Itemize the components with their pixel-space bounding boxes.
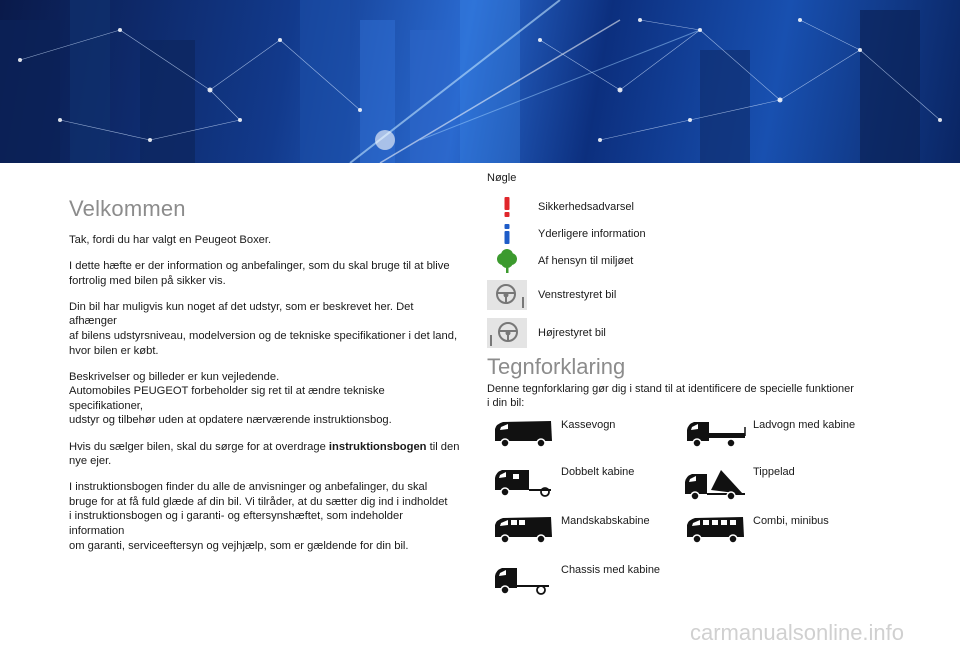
welcome-paragraph — [69, 233, 461, 248]
flatbed-truck-icon — [683, 419, 753, 449]
crew-cab-van-icon — [491, 515, 561, 545]
key-label: Af hensyn til miljøet — [538, 255, 634, 267]
key-label: Yderligere information — [538, 228, 646, 240]
minibus-icon — [683, 515, 753, 545]
welcome-paragraph — [69, 300, 461, 358]
vehicle-label: Chassis med kabine — [561, 564, 661, 576]
watermark-text: carmanualsonline.info — [690, 620, 905, 645]
legend-title: Tegnforklaring — [487, 354, 626, 379]
vehicle-label: Mandskabskabine — [561, 515, 650, 527]
steering-wheel-left-icon — [487, 280, 527, 310]
text-segment: Hvis du sælger bilen, skal du sørge for at overdrage — [69, 440, 329, 453]
vehicle-label: Ladvogn med kabine — [753, 419, 856, 431]
vehicle-label: Kassevogn — [561, 419, 616, 431]
text-line: nye ejer. — [69, 455, 112, 468]
text-line: i din bil: — [487, 396, 525, 409]
key-item — [487, 248, 634, 274]
vehicle-label: Dobbelt kabine — [561, 466, 635, 478]
tree-icon — [487, 246, 527, 276]
key-item — [487, 320, 606, 346]
text-segment: til den — [426, 440, 460, 453]
steering-wheel-right-icon — [487, 318, 527, 348]
text-line: af bilens udstyrsniveau, modelversion og de tekniske specifikationer i det land, — [69, 329, 458, 342]
info-icon — [487, 219, 527, 249]
panel-van-icon — [491, 419, 561, 449]
key-label: Højrestyret bil — [538, 327, 606, 339]
welcome-paragraph — [69, 480, 461, 553]
welcome-paragraph — [69, 370, 461, 428]
tipper-truck-icon — [683, 466, 753, 496]
text-line: I dette hæfte er der information og anbefalinger, som du skal bruge til at blive — [69, 260, 450, 273]
text-line: hvor bilen er købt. — [69, 344, 159, 357]
text-line: om garanti, serviceeftersyn og vejhjælp, som er gældende for din bil. — [69, 539, 409, 552]
welcome-title: Velkommen — [69, 196, 186, 221]
key-item — [487, 194, 634, 220]
bold-term: instruktionsbogen — [328, 440, 427, 453]
text-line: Automobiles PEUGEOT forbeholder sig ret til at ændre tekniske specifikationer, — [69, 385, 385, 412]
key-legend-section — [487, 172, 867, 576]
welcome-section — [69, 196, 461, 565]
double-cab-icon — [491, 466, 561, 496]
text-line — [69, 440, 461, 455]
welcome-paragraph — [69, 259, 461, 288]
vehicle-label: Tippelad — [753, 466, 795, 478]
key-label: Venstrestyret bil — [538, 289, 617, 301]
legend-description — [487, 383, 862, 410]
key-title: Nøgle — [487, 172, 517, 184]
exclamation-icon — [487, 192, 527, 222]
text-line: i instruktionsbogen og i garanti- og eftersynshæftet, som indeholder information — [69, 510, 403, 537]
text-line: Denne tegnforklaring gør dig i stand til at identificere de specielle funktioner — [487, 383, 854, 395]
text-line: Din bil har muligvis kun noget af det udstyr, som er beskrevet her. Det afhænger — [69, 300, 414, 328]
text-line: Tak, fordi du har valgt en Peugeot Boxer. — [69, 234, 272, 246]
key-item — [487, 282, 617, 308]
network-city-illustration — [0, 0, 960, 163]
text-line: udstyr og tilbehør uden at opdatere nærværende instruktionsbog. — [69, 414, 392, 427]
key-label: Sikkerhedsadvarsel — [538, 201, 634, 213]
header-banner-image — [0, 0, 960, 163]
key-item — [487, 221, 646, 247]
chassis-cab-icon — [491, 564, 561, 594]
text-line: fortrolig med bilen på sikker vis. — [69, 274, 226, 287]
vehicle-label: Combi, minibus — [753, 515, 829, 527]
seller-paragraph — [69, 440, 461, 469]
text-line: Beskrivelser og billeder er kun vejledende. — [69, 370, 280, 383]
text-line: bruge for at få fuld glæde af din bil. Vi tilråder, at du sætter dig ind i indholdet — [69, 495, 448, 508]
text-line: I instruktionsbogen finder du alle de anvisninger og anbefalinger, du skal — [69, 481, 428, 494]
